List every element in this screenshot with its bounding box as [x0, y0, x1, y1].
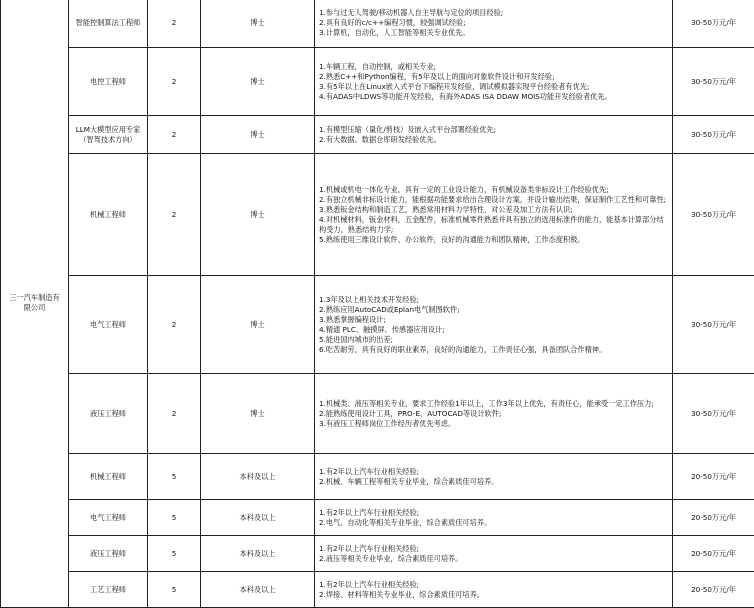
requirement-line: 2.熟练应用AutoCAD或Eplan电气制图软件; [319, 305, 668, 315]
count-cell: 5 [148, 572, 201, 608]
count-cell: 2 [148, 276, 201, 374]
salary-cell: 30-50万元/年 [673, 0, 754, 48]
education-cell: 博士 [201, 48, 315, 116]
requirement-line: 3.计算机，自动化，人工智能等相关专业优先。 [319, 28, 668, 38]
requirement-line: 5.熟练使用三维设计软件、办公软件，良好的沟通能力和团队精神，工作态度积极。 [319, 235, 668, 245]
requirement-line: 3.有液压工程师岗位工作经历者优先考虑。 [319, 419, 668, 429]
table-row [1, 572, 754, 608]
requirements-cell [315, 48, 673, 116]
position-cell: 液压工程师 [69, 374, 148, 454]
requirement-line: 2.机械、车辆工程等相关专业毕业，综合素质佳可培养。 [319, 477, 668, 487]
education-cell: 本科及以上 [201, 572, 315, 608]
requirement-line: 2.焊接、材料等相关专业毕业，综合素质佳可培养。 [319, 590, 668, 600]
salary-cell: 20-50万元/年 [673, 500, 754, 536]
table-row [1, 0, 754, 48]
company-name: 三一汽车制造有限公司 [1, 0, 69, 608]
education-cell: 博士 [201, 154, 315, 276]
requirement-line: 6.吃苦耐劳，具有良好的职业素养，良好的沟通能力，工作责任心强，具备团队合作精神。 [319, 345, 668, 355]
table-row [1, 374, 754, 454]
count-cell: 2 [148, 116, 201, 154]
requirement-line: 1.有模型压缩（量化/剪枝）及嵌入式平台部署经验优先; [319, 125, 668, 135]
count-cell: 2 [148, 0, 201, 48]
requirement-line: 2.有大数据、数据仓库研发经验优先。 [319, 135, 668, 145]
requirements-cell [315, 500, 673, 536]
table-row [1, 116, 754, 154]
salary-cell: 30-50万元/年 [673, 374, 754, 454]
education-cell: 博士 [201, 116, 315, 154]
requirement-line: 4.有ADAS中LDWS等功能开发经验，有海外ADAS ISA DDAW MOIS功能开发经验者优先。 [319, 92, 668, 102]
table-row [1, 536, 754, 572]
position-cell: 电气工程师 [69, 276, 148, 374]
count-cell: 2 [148, 154, 201, 276]
count-cell: 2 [148, 48, 201, 116]
salary-cell: 20-50万元/年 [673, 572, 754, 608]
count-cell: 5 [148, 500, 201, 536]
requirement-line: 2.熟悉C++和Python编程，有5年及以上的面向对象软件设计和开发经验; [319, 72, 668, 82]
requirement-line: 3.熟悉钣金结构和制造工艺，熟悉常用材料力学特性，对公差及加工方法有认识; [319, 205, 668, 215]
requirement-line: 1.有2年以上汽车行业相关经验; [319, 467, 668, 477]
position-cell: 机械工程师 [69, 454, 148, 500]
requirement-line: 1.有2年以上汽车行业相关经验; [319, 544, 668, 554]
table-row [1, 276, 754, 374]
count-cell: 5 [148, 536, 201, 572]
requirement-line: 3.熟悉掌握编程设计; [319, 315, 668, 325]
count-cell: 2 [148, 374, 201, 454]
education-cell: 本科及以上 [201, 500, 315, 536]
salary-cell: 20-50万元/年 [673, 454, 754, 500]
requirement-line: 2.有独立机械非标设计能力，能根据功能要求给出合理设计方案，并设计输出结果，保证制作工艺性和可靠性; [319, 195, 668, 205]
requirements-cell [315, 154, 673, 276]
requirement-line: 2.液压等相关专业毕业，综合素质佳可培养。 [319, 554, 668, 564]
requirement-line: 2.具有良好的c/c++编程习惯，较强调试经验; [319, 18, 668, 28]
requirements-cell [315, 572, 673, 608]
requirement-line: 2.电气、自动化等相关专业毕业，综合素质佳可培养。 [319, 518, 668, 528]
education-cell: 博士 [201, 374, 315, 454]
education-cell: 博士 [201, 0, 315, 48]
position-cell: 液压工程师 [69, 536, 148, 572]
salary-cell: 20-50万元/年 [673, 536, 754, 572]
position-cell: 机械工程师 [69, 154, 148, 276]
education-cell: 本科及以上 [201, 536, 315, 572]
requirement-line: 4.精通 PLC、触摸屏、传感器应用设计; [319, 325, 668, 335]
requirements-cell [315, 374, 673, 454]
requirements-cell [315, 454, 673, 500]
salary-cell: 30-50万元/年 [673, 276, 754, 374]
table-row [1, 48, 754, 116]
requirements-cell [315, 0, 673, 48]
count-cell: 5 [148, 454, 201, 500]
education-cell: 博士 [201, 276, 315, 374]
requirements-cell [315, 116, 673, 154]
position-cell: 智能控制算法工程师 [69, 0, 148, 48]
salary-cell: 30-50万元/年 [673, 154, 754, 276]
requirement-line: 5.能进国内城市的出差; [319, 335, 668, 345]
position-cell: LLM大模型应用专家（智驾技术方向） [69, 116, 148, 154]
requirement-line: 1.有2年以上汽车行业相关经验; [319, 580, 668, 590]
table-row [1, 154, 754, 276]
table-row [1, 500, 754, 536]
requirement-line: 1.机械类、液压等相关专业，要求工作经验1年以上，工作3年以上优先，有责任心，能承受一定工作压力; [319, 399, 668, 409]
position-cell: 电控工程师 [69, 48, 148, 116]
position-cell: 工艺工程师 [69, 572, 148, 608]
requirement-line: 1.车辆工程，自动控制，或相关专业; [319, 62, 668, 72]
salary-cell: 30-50万元/年 [673, 116, 754, 154]
salary-cell: 30-50万元/年 [673, 48, 754, 116]
table-row [1, 454, 754, 500]
education-cell: 本科及以上 [201, 454, 315, 500]
requirements-cell [315, 536, 673, 572]
requirement-line: 1.3年及以上相关技术开发经验; [319, 295, 668, 305]
requirement-line: 3.有5年以上在Linux嵌入式平台下编程开发经验，调试模拟器实现平台经验者有优先; [319, 82, 668, 92]
requirement-line: 1.机械或机电一体化专业，具有一定的工业设计能力，有机械设备类非标设计工作经验优先; [319, 185, 668, 195]
requirement-line: 1.参与过无人驾驶/移动机器人自主导航与定位的项目经验; [319, 8, 668, 18]
requirement-line: 1.有2年以上汽车行业相关经验; [319, 508, 668, 518]
requirements-cell [315, 276, 673, 374]
requirement-line: 4.对机械材料，钣金材料，五金配件，标准机械零件熟悉并具有独立的选用标准件的能力，能基本计算部分结构受力，熟悉结构力学; [319, 215, 668, 235]
position-cell: 电气工程师 [69, 500, 148, 536]
requirement-line: 2.能熟练使用设计工具，PRO-E、AUTOCAD等设计软件; [319, 409, 668, 419]
